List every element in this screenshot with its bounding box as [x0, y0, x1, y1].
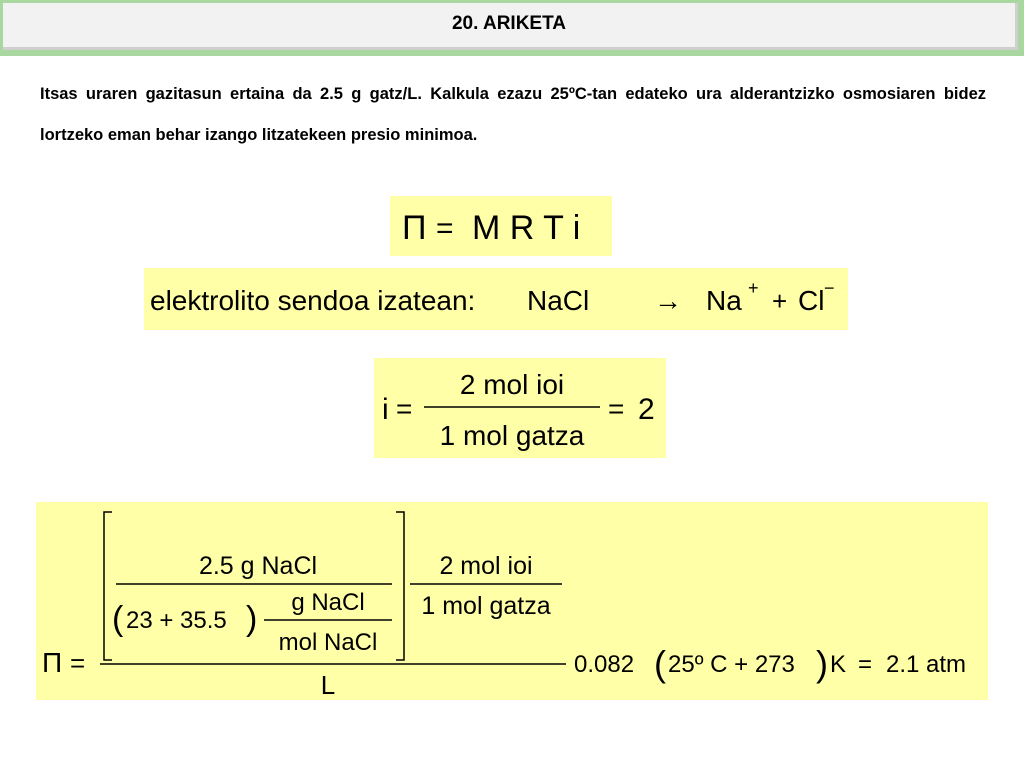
formula-vant-hoff-factor — [374, 358, 666, 458]
factor-result: 2 — [638, 393, 655, 426]
open-paren-2: ( — [654, 643, 666, 684]
formula-calculation — [36, 502, 988, 700]
volume-denominator: L — [320, 670, 336, 700]
equals-sign-2: = — [608, 393, 625, 424]
formula-dissociation — [144, 268, 848, 330]
problem-statement: Itsas uraren gazitasun ertaina da 2.5 g gatz/L. Kalkula ezazu 25ºC-tan edateko ura alderantzizko osmosiaren bidez lortzeko eman behar izango litzatekeen presio minimoa. — [40, 85, 986, 144]
factor-numerator: 2 mol ioi — [459, 369, 565, 400]
exercise-title: 20. ARIKETA — [3, 3, 1018, 50]
reaction-arrow: → — [654, 285, 682, 316]
sodium-ion: Na — [706, 285, 742, 316]
equals-sign: = — [436, 212, 454, 245]
equals-sign-2: = — [858, 651, 873, 678]
gas-constant: 0.082 — [574, 651, 635, 678]
chloride-charge: − — [824, 278, 835, 298]
factor-symbol: i — [382, 393, 389, 426]
molar-mass-value: 23 + 35.5 — [126, 607, 227, 634]
ratio-numerator: 2 mol ioi — [439, 552, 533, 580]
mass-numerator: 2.5 g NaCl — [198, 552, 318, 580]
title-bar — [0, 0, 1024, 56]
formula-rhs: M R T i — [472, 209, 581, 247]
close-paren-2: ) — [816, 643, 828, 684]
final-result: 2.1 atm — [886, 651, 967, 678]
kelvin-unit: K — [830, 651, 847, 678]
pi-symbol: Π — [402, 209, 427, 247]
electrolyte-label: elektrolito sendoa izatean: — [150, 285, 476, 316]
formula-osmotic-pressure — [390, 196, 612, 256]
close-paren: ) — [246, 600, 258, 638]
sodium-charge: + — [748, 278, 759, 298]
equals-sign: = — [396, 393, 413, 424]
unit-numerator: g NaCl — [291, 589, 365, 616]
pi-symbol: Π — [42, 647, 63, 678]
temperature-sum: 25º C + 273 — [668, 651, 795, 678]
plus-sign: + — [772, 286, 788, 316]
open-paren: ( — [112, 600, 124, 638]
unit-denominator: mol NaCl — [278, 629, 378, 656]
factor-denominator: 1 mol gatza — [439, 420, 585, 451]
chloride-ion: Cl — [798, 285, 825, 316]
equals-sign: = — [70, 648, 86, 678]
reactant: NaCl — [527, 285, 590, 316]
ratio-denominator: 1 mol gatza — [421, 592, 551, 620]
